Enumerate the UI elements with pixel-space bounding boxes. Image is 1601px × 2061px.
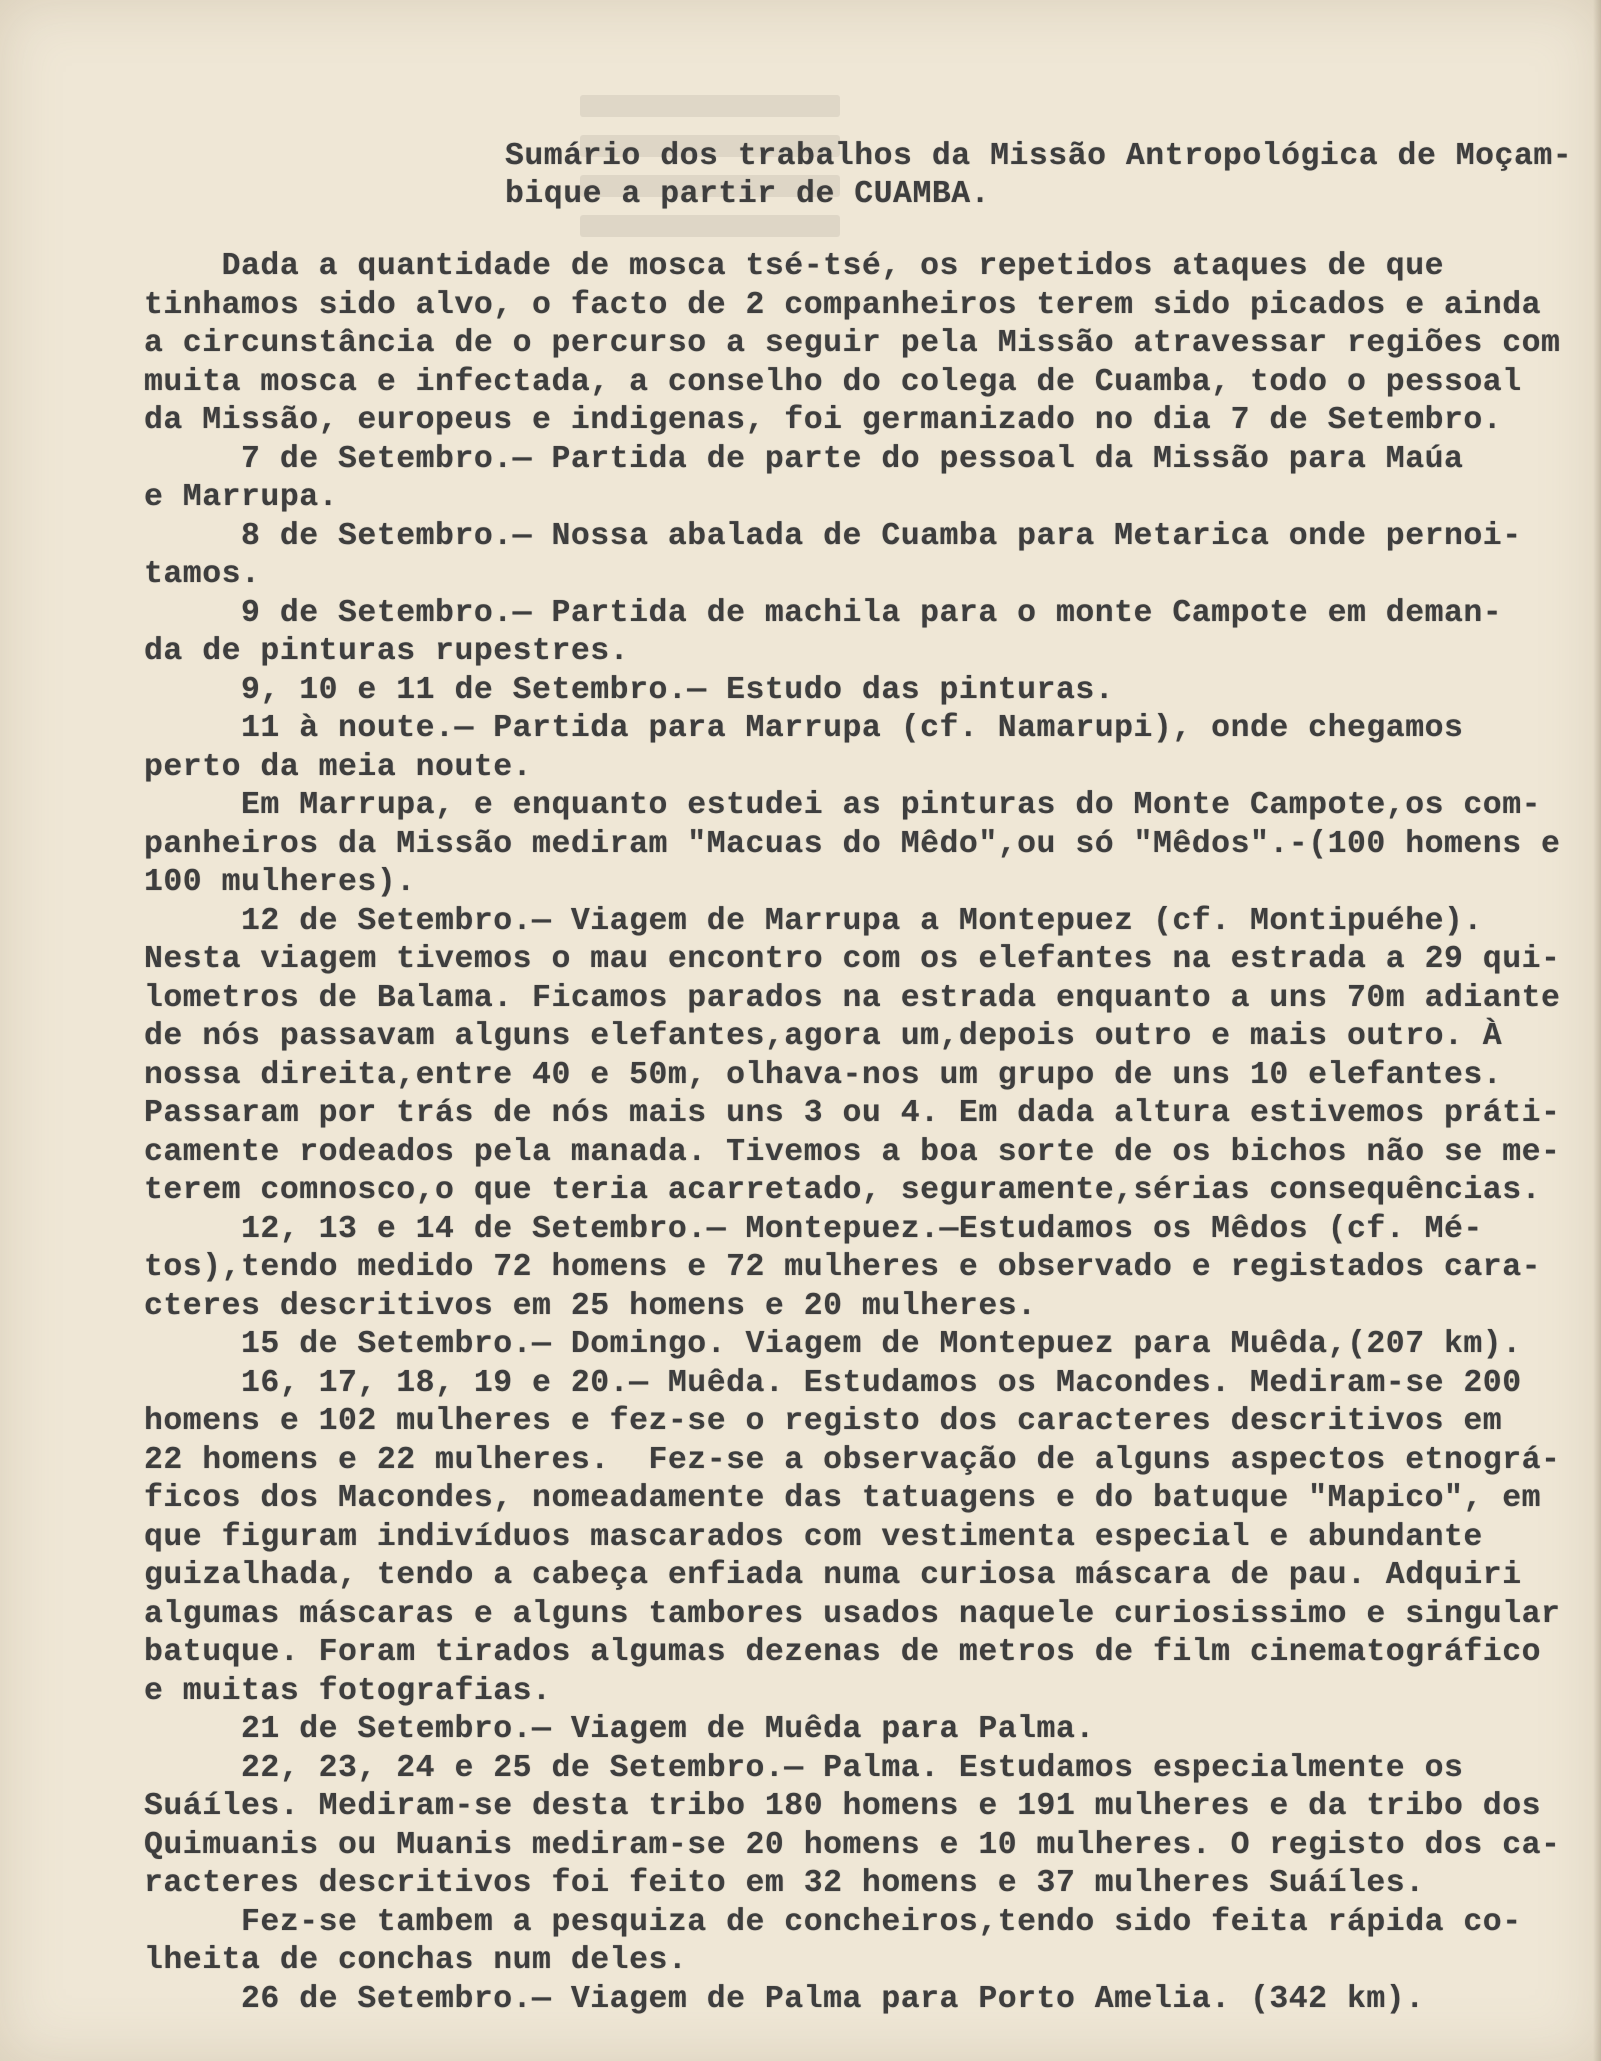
title-line: bique a partir de CUAMBA. [505, 177, 991, 212]
body-line: e Marrupa. [144, 480, 339, 515]
body-line: 8 de Setembro.— Nossa abalada de Cuamba para Metarica onde pernoi- [144, 518, 1522, 554]
body-line: cteres descritivos em 25 homens e 20 mulheres. [144, 1288, 1037, 1324]
body-line: Dada a quantidade de mosca tsé-tsé, os repetidos ataques de que [144, 249, 1445, 284]
document-title [505, 138, 1572, 214]
body-line: racteres descritivos foi feito em 32 homens e 37 mulheres Suáíles. [144, 1866, 1425, 1901]
body-line: 9, 10 e 11 de Setembro.— Estudo das pinturas. [144, 672, 1115, 708]
body-line: da Missão, europeus e indigenas, foi germanizado no dia 7 de Setembro. [144, 403, 1503, 438]
body-line: homens e 102 mulheres e fez-se o registo dos caracteres descritivos em [144, 1404, 1503, 1439]
body-line: guizalhada, tendo a cabeça enfiada numa curiosa máscara de pau. Adquiri [144, 1558, 1522, 1593]
body-line: 12 de Setembro.— Viagem de Marrupa a Montepuez (cf. Montipuéhe). [144, 903, 1483, 939]
body-line: 11 à noute.— Partida para Marrupa (cf. Namarupi), onde chegamos [144, 711, 1464, 746]
body-line: lometros de Balama. Ficamos parados na estrada enquanto a uns 70m adiante [144, 980, 1561, 1016]
body-line: panheiros da Missão mediram "Macuas do Mêdo",ou só "Mêdos".-(100 homens e [144, 826, 1561, 862]
body-line: lheita de conchas num deles. [144, 1943, 688, 1978]
body-line: algumas máscaras e alguns tambores usados naquele curiosissimo e singular [144, 1596, 1561, 1632]
body-line: ficos dos Macondes, nomeadamente das tatuagens e do batuque "Mapico", em [144, 1481, 1542, 1516]
body-line: Em Marrupa, e enquanto estudei as pinturas do Monte Campote,os com- [144, 788, 1542, 823]
body-line: 16, 17, 18, 19 e 20.— Muêda. Estudamos os Macondes. Mediram-se 200 [144, 1365, 1522, 1401]
body-line: terem comnosco,o que teria acarretado, seguramente,sérias consequências. [144, 1173, 1542, 1208]
title-line: Sumário dos trabalhos da Missão Antropológica de Moçam- [505, 139, 1573, 174]
body-line: tos),tendo medido 72 homens e 72 mulheres e observado e registados cara- [144, 1250, 1542, 1285]
body-line: 12, 13 e 14 de Setembro.— Montepuez.—Estudamos os Mêdos (cf. Mé- [144, 1211, 1483, 1247]
body-line: 22 homens e 22 mulheres. Fez-se a observação de alguns aspectos etnográ- [144, 1442, 1561, 1478]
body-line: Nesta viagem tivemos o mau encontro com os elefantes na estrada a 29 qui- [144, 942, 1561, 977]
body-line: tamos. [144, 557, 261, 592]
body-line: tinhamos sido alvo, o facto de 2 companheiros terem sido picados e ainda [144, 287, 1542, 323]
body-line: 15 de Setembro.— Domingo. Viagem de Montepuez para Muêda,(207 km). [144, 1327, 1522, 1362]
body-line: 100 mulheres). [144, 865, 416, 900]
body-line: Suáíles. Mediram-se desta tribo 180 homens e 191 mulheres e da tribo dos [144, 1789, 1542, 1824]
body-line: Fez-se tambem a pesquiza de concheiros,tendo sido feita rápida co- [144, 1904, 1522, 1940]
body-line: Quimuanis ou Muanis mediram-se 20 homens e 10 mulheres. O registo dos ca- [144, 1827, 1561, 1863]
document-body [144, 248, 1560, 2019]
body-line: 22, 23, 24 e 25 de Setembro.— Palma. Estudamos especialmente os [144, 1750, 1464, 1786]
body-line: de nós passavam alguns elefantes,agora um,depois outro e mais outro. À [144, 1019, 1503, 1054]
body-line: 26 de Setembro.— Viagem de Palma para Porto Amelia. (342 km). [144, 1981, 1425, 2017]
body-line: 9 de Setembro.— Partida de machila para o monte Campote em deman- [144, 595, 1503, 631]
body-line: da de pinturas rupestres. [144, 634, 630, 669]
body-line: que figuram indivíduos mascarados com vestimenta especial e abundante [144, 1519, 1483, 1555]
body-line: 7 de Setembro.— Partida de parte do pessoal da Missão para Maúa [144, 441, 1464, 477]
body-line: perto da meia noute. [144, 749, 533, 785]
body-line: a circunstância de o percurso a seguir pela Missão atravessar regiões com [144, 326, 1561, 361]
body-line: Passaram por trás de nós mais uns 3 ou 4. Em dada altura estivemos práti- [144, 1096, 1561, 1131]
body-line: muita mosca e infectada, a conselho do colega de Cuamba, todo o pessoal [144, 364, 1522, 400]
body-line: nossa direita,entre 40 e 50m, olhava-nos um grupo de uns 10 elefantes. [144, 1057, 1503, 1093]
body-line: batuque. Foram tirados algumas dezenas de metros de film cinematográfico [144, 1635, 1542, 1670]
body-line: e muitas fotografias. [144, 1673, 552, 1709]
body-line: 21 de Setembro.— Viagem de Muêda para Palma. [144, 1712, 1095, 1747]
body-line: camente rodeados pela manada. Tivemos a boa sorte de os bichos não se me- [144, 1134, 1561, 1170]
